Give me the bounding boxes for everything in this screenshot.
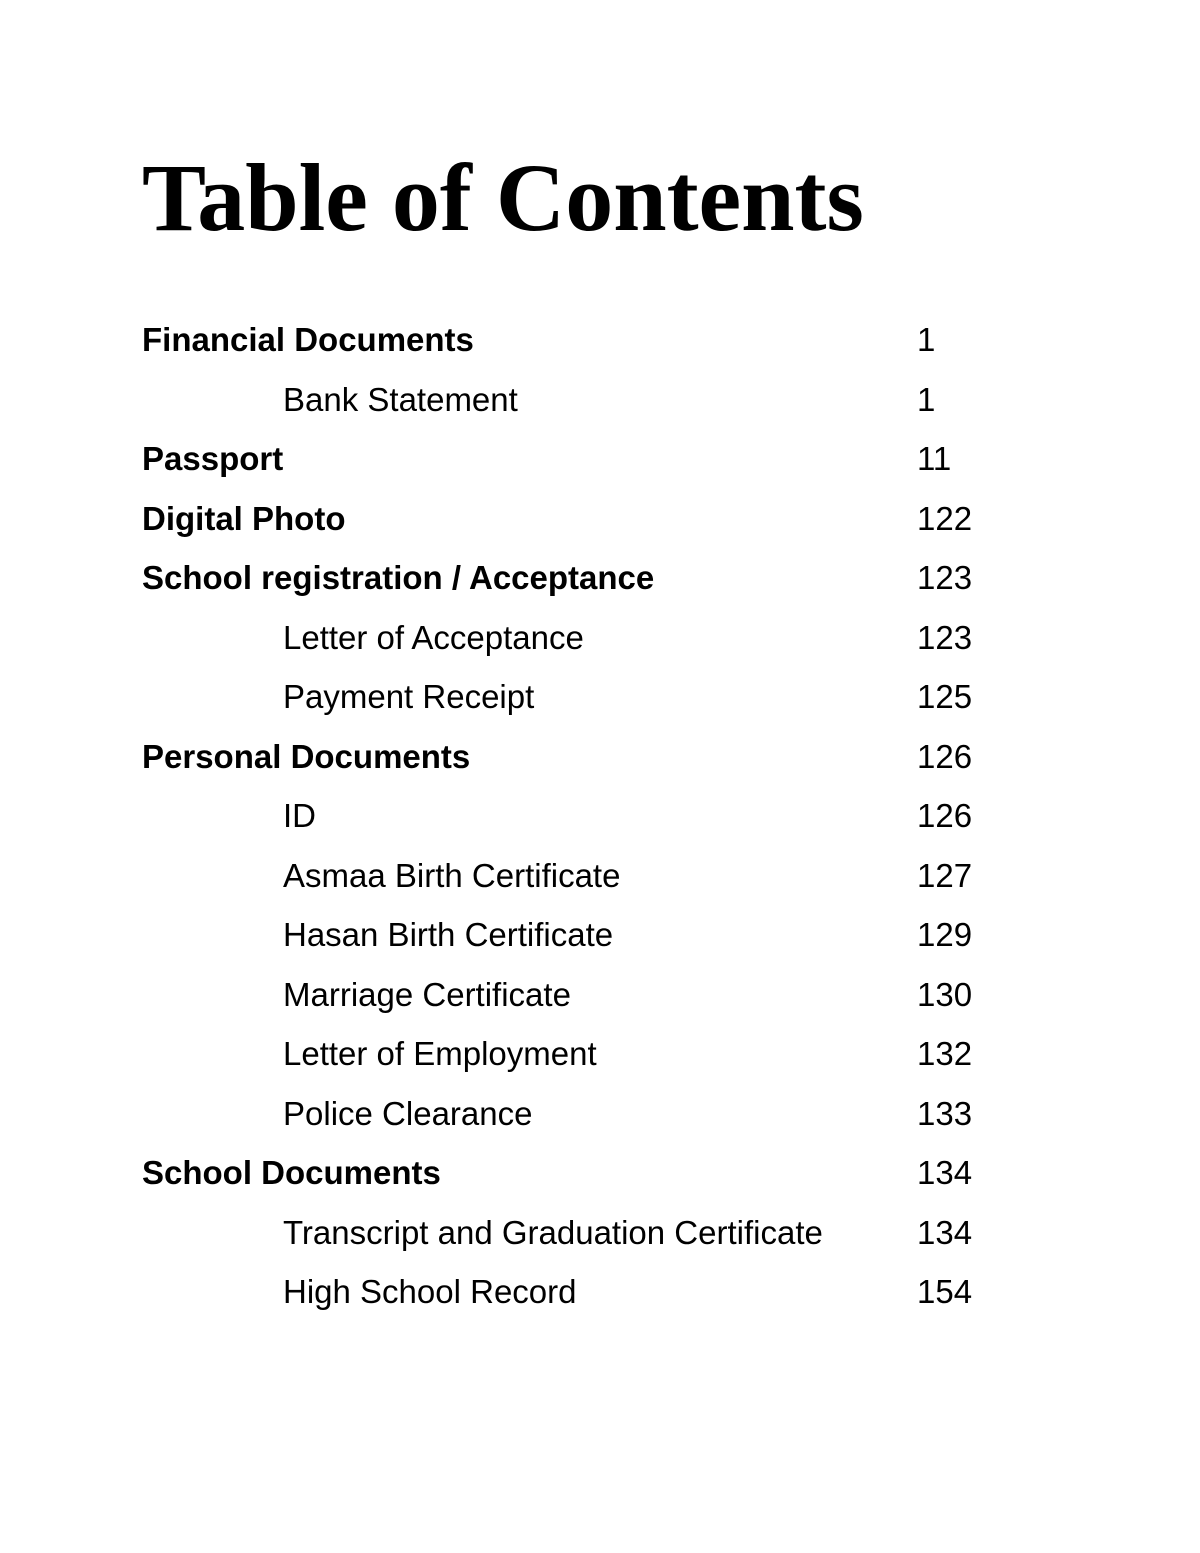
toc-subentry[interactable] <box>0 667 1200 727</box>
toc-entry[interactable] <box>0 429 1200 489</box>
toc-subentry[interactable] <box>0 965 1200 1025</box>
toc-subentry[interactable] <box>0 370 1200 430</box>
toc-entry-page: 133 <box>917 1094 973 1132</box>
toc-entry-page: 1 <box>917 321 936 358</box>
toc-entry-label: Hasan Birth Certificate <box>283 916 614 953</box>
toc-entry-label: Passport <box>142 440 284 477</box>
toc-entry-label: Letter of Acceptance <box>283 618 584 656</box>
toc-entry-page: 125 <box>917 678 973 715</box>
toc-entry-label: Digital Photo <box>142 499 346 537</box>
toc-entry-label: Marriage Certificate <box>283 975 571 1013</box>
toc-entry-label: School registration / Acceptance <box>142 559 655 596</box>
toc-entry-page: 127 <box>917 856 973 894</box>
toc-entry[interactable] <box>0 548 1200 608</box>
toc-entry[interactable] <box>0 489 1200 549</box>
toc-entry-page: 134 <box>917 1154 973 1191</box>
toc-list <box>0 310 1200 1322</box>
toc-entry-page: 132 <box>917 1035 973 1072</box>
toc-subentry[interactable] <box>0 846 1200 906</box>
toc-entry-page: 126 <box>917 797 973 834</box>
toc-entry-label: Police Clearance <box>283 1094 533 1132</box>
toc-subentry[interactable] <box>0 1262 1200 1322</box>
toc-entry-label: ID <box>283 797 316 834</box>
toc-entry-label: Bank Statement <box>283 380 518 418</box>
toc-entry[interactable] <box>0 1143 1200 1203</box>
toc-subentry[interactable] <box>0 786 1200 846</box>
toc-subentry[interactable] <box>0 1084 1200 1144</box>
toc-entry-page: 130 <box>917 975 973 1013</box>
toc-entry[interactable] <box>0 727 1200 787</box>
page-title: Table of Contents <box>142 144 864 251</box>
toc-subentry[interactable] <box>0 1203 1200 1263</box>
toc-entry-label: Asmaa Birth Certificate <box>283 856 621 894</box>
toc-entry-page: 122 <box>917 499 973 537</box>
toc-entry-label: Financial Documents <box>142 321 474 358</box>
toc-entry-page: 11 <box>917 440 952 477</box>
toc-entry-label: High School Record <box>283 1273 577 1310</box>
toc-entry-label: School Documents <box>142 1154 441 1191</box>
toc-entry-label: Letter of Employment <box>283 1035 597 1072</box>
toc-entry-label: Transcript and Graduation Certificate <box>283 1213 823 1251</box>
toc-entry-page: 129 <box>917 916 973 953</box>
toc-entry-page: 126 <box>917 737 973 775</box>
toc-entry-label: Personal Documents <box>142 737 471 775</box>
toc-subentry[interactable] <box>0 1024 1200 1084</box>
toc-entry[interactable] <box>0 310 1200 370</box>
toc-entry-page: 123 <box>917 559 973 596</box>
toc-entry-page: 1 <box>917 380 936 418</box>
toc-subentry[interactable] <box>0 608 1200 668</box>
toc-entry-page: 134 <box>917 1213 973 1251</box>
toc-entry-page: 154 <box>917 1273 973 1310</box>
toc-subentry[interactable] <box>0 905 1200 965</box>
toc-entry-label: Payment Receipt <box>283 678 535 715</box>
toc-entry-page: 123 <box>917 618 973 656</box>
